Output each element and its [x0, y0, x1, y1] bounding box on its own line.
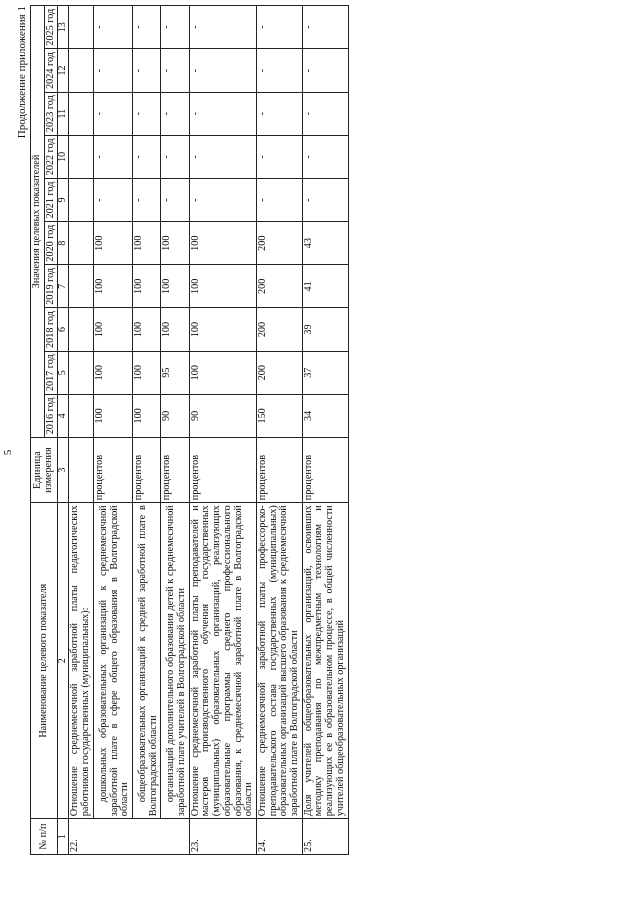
value-cell: 100	[161, 222, 189, 265]
continuation-note: Продолжение приложения 1	[16, 6, 28, 139]
value-cell: 200	[256, 222, 302, 265]
value-cell: -	[189, 135, 256, 178]
value-cell: 37	[302, 351, 348, 394]
value-cell	[69, 6, 93, 49]
value-cell: -	[302, 49, 348, 92]
row-number: 25.	[302, 819, 348, 855]
value-cell: 150	[256, 394, 302, 437]
value-cell: 100	[132, 351, 160, 394]
value-cell: 43	[302, 222, 348, 265]
value-cell: 200	[256, 351, 302, 394]
value-cell: -	[302, 178, 348, 221]
value-cell: 34	[302, 394, 348, 437]
value-cell: 41	[302, 265, 348, 308]
value-cell: -	[256, 6, 302, 49]
value-cell	[69, 308, 93, 351]
header-num: № п/п	[31, 819, 58, 855]
indicator-unit: процентов	[302, 437, 348, 502]
header-year: 2020 год	[44, 222, 57, 265]
value-cell: -	[161, 178, 189, 221]
header-year: 2023 год	[44, 92, 57, 135]
column-number: 3	[57, 437, 69, 502]
value-cell: -	[93, 92, 132, 135]
header-year: 2019 год	[44, 265, 57, 308]
value-cell: 100	[132, 308, 160, 351]
header-values-group: Значения целевых показателей	[31, 6, 45, 438]
value-cell: -	[161, 49, 189, 92]
value-cell: -	[161, 6, 189, 49]
indicator-subitem	[93, 503, 132, 819]
header-year: 2024 год	[44, 49, 57, 92]
value-cell	[69, 351, 93, 394]
value-cell: -	[132, 92, 160, 135]
value-cell: 100	[161, 308, 189, 351]
header-year: 2022 год	[44, 135, 57, 178]
indicators-table-wrapper	[30, 5, 349, 855]
header-unit: Единица измерения	[31, 437, 58, 502]
value-cell	[69, 394, 93, 437]
value-cell: -	[93, 49, 132, 92]
column-number: 5	[57, 351, 69, 394]
indicator-unit: процентов	[256, 437, 302, 502]
value-cell: -	[302, 92, 348, 135]
value-cell: 200	[256, 308, 302, 351]
value-cell: -	[132, 178, 160, 221]
value-cell: -	[256, 178, 302, 221]
indicator-name: Доля учителей общеобразовательных организаций, освоивших методику преподавания по межпредметным технологиям и реализующих ее в образовательном процессе, в общей численности учителей общеобразовательных организаций	[302, 503, 348, 819]
value-cell	[69, 135, 93, 178]
column-number: 7	[57, 265, 69, 308]
table-row	[189, 6, 256, 855]
value-cell	[69, 222, 93, 265]
value-cell: 200	[256, 265, 302, 308]
column-number: 6	[57, 308, 69, 351]
value-cell: -	[256, 92, 302, 135]
value-cell: 90	[189, 394, 256, 437]
value-cell: -	[189, 6, 256, 49]
value-cell: 100	[161, 265, 189, 308]
row-number: 23.	[189, 819, 256, 855]
indicator-name: дошкольных образовательных организаций к среднемесячной заработной плате в сфере общего образования в Волгоградской области	[97, 505, 131, 817]
value-cell: 100	[189, 351, 256, 394]
value-cell: -	[256, 49, 302, 92]
value-cell: 100	[93, 222, 132, 265]
indicator-name: Отношение среднемесячной заработной платы профессорско-преподавательского состава государственных (муниципальных) образовательных организаций высшего образования к среднемесячной заработной плате в Волгоградской области	[256, 503, 302, 819]
column-number-row	[57, 6, 69, 855]
value-cell: -	[161, 92, 189, 135]
value-cell: 100	[93, 308, 132, 351]
value-cell: -	[189, 178, 256, 221]
value-cell: 100	[93, 351, 132, 394]
indicator-subitem	[161, 503, 189, 819]
column-number: 1	[57, 819, 69, 855]
indicator-unit: процентов	[189, 437, 256, 502]
value-cell: 100	[132, 222, 160, 265]
value-cell: -	[132, 49, 160, 92]
value-cell: 100	[93, 394, 132, 437]
value-cell: -	[302, 135, 348, 178]
value-cell: -	[93, 6, 132, 49]
value-cell: -	[132, 135, 160, 178]
value-cell: -	[132, 6, 160, 49]
value-cell: -	[189, 92, 256, 135]
value-cell: 100	[132, 265, 160, 308]
table-row	[161, 6, 189, 855]
indicator-name: Отношение среднемесячной заработной платы педагогических работников государственных (муниципальных):	[69, 503, 93, 819]
value-cell: -	[189, 49, 256, 92]
indicator-unit	[69, 437, 93, 502]
indicator-name: организаций дополнительного образования детей к среднемесячной заработной плате учителей в Волгоградской области	[165, 505, 188, 817]
value-cell: 90	[161, 394, 189, 437]
indicators-table	[30, 5, 349, 855]
column-number: 11	[57, 92, 69, 135]
value-cell	[69, 49, 93, 92]
column-number: 10	[57, 135, 69, 178]
page-number: 5	[2, 449, 14, 456]
table-row	[69, 6, 93, 855]
header-year: 2016 год	[44, 394, 57, 437]
value-cell: -	[302, 6, 348, 49]
column-number: 2	[57, 503, 69, 819]
indicator-unit: процентов	[161, 437, 189, 502]
table-row	[302, 6, 348, 855]
header-year: 2025 год	[44, 6, 57, 49]
row-number: 22.	[69, 819, 189, 855]
header-year: 2018 год	[44, 308, 57, 351]
header-year: 2021 год	[44, 178, 57, 221]
indicator-subitem	[132, 503, 160, 819]
value-cell: 39	[302, 308, 348, 351]
value-cell	[69, 178, 93, 221]
value-cell: 100	[189, 265, 256, 308]
value-cell: 100	[132, 394, 160, 437]
indicator-unit: процентов	[132, 437, 160, 502]
value-cell	[69, 92, 93, 135]
table-row	[132, 6, 160, 855]
column-number: 13	[57, 6, 69, 49]
header-name: Наименование целевого показателя	[31, 503, 58, 819]
header-year: 2017 год	[44, 351, 57, 394]
value-cell: 100	[189, 222, 256, 265]
value-cell: 95	[161, 351, 189, 394]
value-cell	[69, 265, 93, 308]
value-cell: -	[93, 135, 132, 178]
table-row	[256, 6, 302, 855]
table-row	[93, 6, 132, 855]
column-number: 4	[57, 394, 69, 437]
indicator-unit: процентов	[93, 437, 132, 502]
value-cell: 100	[189, 308, 256, 351]
value-cell: -	[161, 135, 189, 178]
value-cell: -	[256, 135, 302, 178]
row-number: 24.	[256, 819, 302, 855]
value-cell: -	[93, 178, 132, 221]
value-cell: 100	[93, 265, 132, 308]
column-number: 9	[57, 178, 69, 221]
indicator-name: Отношение среднемесячной заработной платы преподавателей и мастеров производственного обучения государственных (муниципальных) образовательных организаций, реализующих образовательные программы среднего профессионального образования, к среднемесячной заработной плате в Волгоградской области	[189, 503, 256, 819]
indicator-name: общеобразовательных организаций к средней заработной плате в Волгоградской области	[136, 505, 159, 817]
header-row-top	[31, 6, 45, 855]
column-number: 12	[57, 49, 69, 92]
column-number: 8	[57, 222, 69, 265]
